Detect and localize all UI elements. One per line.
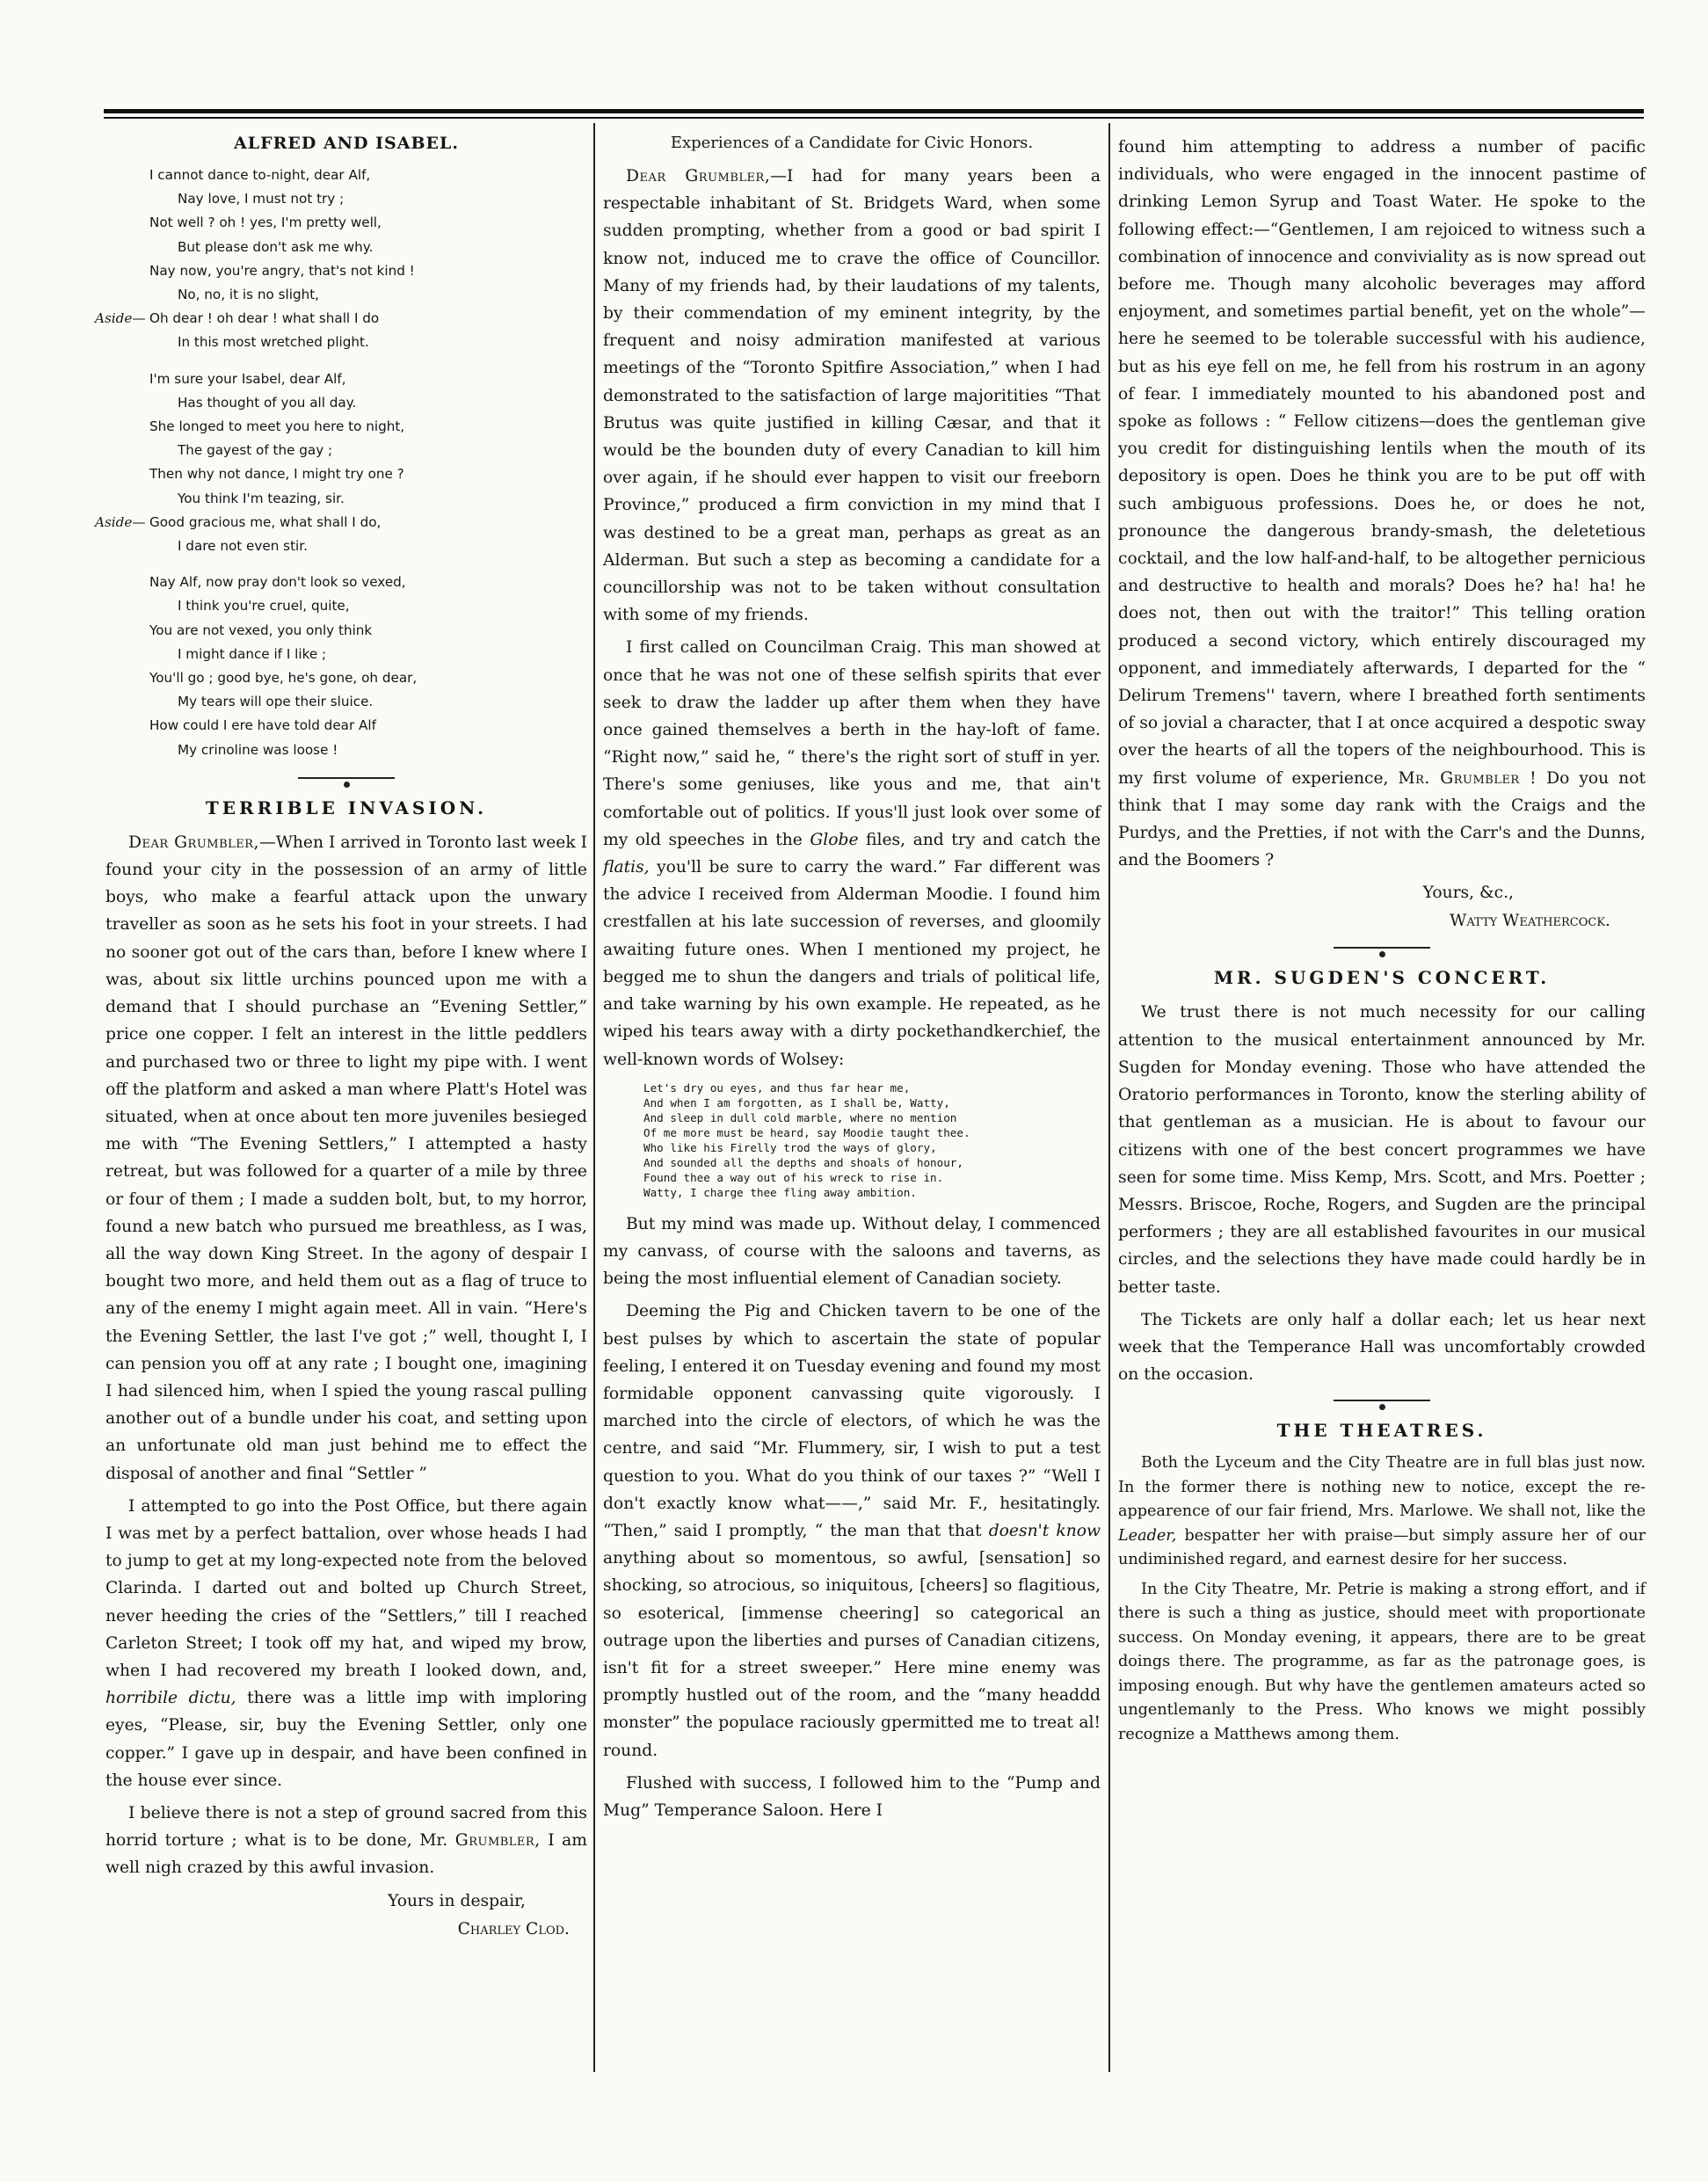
candidate-paragraph-1: Dear Grumbler,—I had for many years been a respectable inhabitant of St. Bridgets Ward, when some sudden prompting, whether from a good or bad spirit I know not, induced me to crave the office of Councillor. Many of my friends had, by their laudations of my talents, by their commendation of my eminent integrity, by the frequent and noisy admiration manifested at various meetings of the “Toronto Spitfire Association,” when I had demonstrated to the satisfaction of large majoritities “That Brutus was quite justified in killing Cæsar, and that it would be the bounden duty of every Canadian to kill him over again, if he should ever happen to visit our freeborn Province,” produced a firm conviction in my mind that I was destined to be a great man, perhaps as great as an Alderman. But such a step as becoming a candidate for a councillorship was not to be taken without consultation with some of my friends.	[603, 167, 1101, 625]
quote-line: Found thee a way out of his wreck to rise in.	[643, 1170, 944, 1184]
poem-line	[123, 367, 587, 391]
quote-line: And when I am forgotten, as I shall be, Watty,	[643, 1095, 950, 1109]
poem-line-text: She longed to meet you here to night,	[149, 418, 405, 435]
column-2	[603, 134, 1101, 2085]
poem-line	[123, 666, 587, 690]
section-divider	[1118, 944, 1646, 951]
salutation: Dear Grumbler,	[626, 167, 771, 185]
poem-line	[123, 594, 587, 618]
candidate-continued: found him attempting to address a number of pacific individuals, who were engaged in the innocent pastime of drinking Lemon Syrup and Toast Water. He spoke to the following effect:—“Gentlemen, I am rejoiced to witness such a combination of innocence and conviviality as is now spread out before me. Though many alcoholic beverages may afford enjoyment, and sometimes partial benefit, yet on the whole”—here he seemed to be tolerable successful with his audience, but as his eye fell on me, he fell from his rostrum in an agony of fear. I immediately mounted to his abandoned post and spoke as follows : “ Fellow citizens—does the gentleman give you credit for distinguishing lentils when the mouth of its depository is open. Does he think you are to be put off with such ambiguous professions. Does he, or does he not, pronounce the dangerous brandy-smash, the deletetious cocktail, and the low half-and-half, to be altogether pernicious and destructive to health and morals? Does he? ha! ha! he does not, then out with the traitor!” This telling oration produced a second victory, which entirely discouraged my opponent, and immediately afterwards, I departed for the “ Delirum Tremens'' tavern, where I breathed forth sentiments of so jovial a character, that I at once acquired a despotic sway over the hearts of all the topers of the neighbourhood. This is my first volume of experience, Mr. Grumbler ! Do you not think that I may some day rank with the Craigs and the Purdys, and the Pretties, if not with the Carr's and the Dunns, and the Boomers ?	[1118, 138, 1646, 870]
poem-line-text: Nay now, you're angry, that's not kind !	[149, 262, 415, 279]
theatres-body	[1118, 1451, 1646, 1747]
poem-line	[123, 462, 587, 486]
quote-line: Who like his Firelly trod the ways of glory,	[643, 1140, 937, 1154]
theatres-paragraph-2: In the City Theatre, Mr. Petrie is making a strong effort, and if there is such a thing as justice, should meet with proportionate success. On Monday evening, it appears, there are to be great doings there. The programme, as far as the patronage goes, is imposing enough. But why have the gentlemen amateurs acted so ungentlemanly to the Press. Who knows we might possibly recognize a Matthews among them.	[1118, 1580, 1646, 1743]
poem-stanza	[95, 164, 587, 355]
aside-label: Aside—	[95, 513, 146, 530]
poem-line	[123, 690, 587, 714]
column-rule-2	[1108, 123, 1110, 2072]
poem-line-text: How could I ere have told dear Alf	[149, 717, 376, 734]
concert-paragraph-2: The Tickets are only half a dollar each; let us hear next week that the Temperance Hall was uncomfortably crowded on the occasion.	[1118, 1310, 1646, 1385]
invasion-paragraph-1: Dear Grumbler,—When I arrived in Toronto last week I found your city in the possession of an army of little boys, who make a fearful attack upon the unwary traveller as soon as he sets his foot in your streets. I had no sooner got out of the cars than, before I knew where I was, about six little urchins pounced upon me with a demand that I should purchase an “Evening Settler,” price one copper. I felt an interest in the little peddlers and purchased two or three to light my pipe with. I went off the platform and asked a man where Platt's Hotel was situated, when at once about ten more juveniles besieged me with “The Evening Settlers,” I attempted a hasty retreat, but was followed for a quarter of a mile by three or four of them ; I made a sudden bolt, but, to my horror, found a new batch who pursued me breathless, as I was, all the way down King Street. In the agony of despair I bought two more, and held them out as a flag of truce to any of the enemy I might again meet. All in vain. “Here's the Evening Settler, the last I've got ;” well, thought I, I can pension you off at any rate ; I bought one, imagining I had silenced him, when I spied the young rascal pulling another out of a bundle under his coat, and setting upon an unfortunate old man just behind me to effect the disposal of another and final “Settler ”	[105, 833, 587, 1483]
candidate-paragraph-4: Deeming the Pig and Chicken tavern to be one of the best pulses by which to ascertain the state of popular feeling, I entered it on Tuesday evening and found my most formidable opponent canvassing quite vigorously. I marched into the circle of electors, of which he was the centre, and said “Mr. Flummery, sir, I wish to put a test question to you. What do you think of our taxes ?” “Well I don't exactly know what——,” said Mr. F., hesitatingly. “Then,” said I promptly, “ the man that that doesn't know anything about so momentous, so awful, [sensation] so shocking, so atrocious, so iniquitous, [cheers] so flagitious, so esoterical, [immense cheering] so categorical an outrage upon the liberties and purses of Canadian citizens, isn't fit for a street sweeper.” Here mine enemy was promptly hustled out of the room, and the “many headdd monster” the populace raciously gpermitted me to treat al! round.	[603, 1302, 1101, 1760]
poem-line-text: Oh dear ! oh dear ! what shall I do	[149, 310, 380, 327]
poem-line-text: Nay Alf, now pray don't look so vexed,	[149, 574, 406, 591]
poem-line-text: I'm sure your Isabel, dear Alf,	[149, 370, 346, 387]
poem-line	[123, 236, 587, 259]
poem-line	[123, 439, 587, 462]
top-rule	[104, 109, 1644, 113]
invasion-paragraph-3: I believe there is not a step of ground sacred from this horrid torture ; what is to be done, Mr. Grumbler, I am well nigh crazed by this awful invasion.	[105, 1803, 587, 1878]
candidate-paragraph-2: I first called on Councilman Craig. This man showed at once that he was not one of these selfish spirits that ever seek to draw the ladder up after them when they have once gained themselves a berth in the hay-loft of fame. “Right now,” said he, “ there's the right sort of stuff in yer. There's some geniuses, like yous and me, that ain't comfortable out of politics. If yous'll just look over some of my old speeches in the Globe files, and try and catch the flatis, you'll be sure to carry the ward.” Far different was the advice I received from Alderman Moodie. I found him crestfallen at his late succession of reverses, and gloomily awaiting future ones. When I mentioned my project, he begged me to shun the dangers and trials of political life, and take warning by his own example. He repeated, as he wiped his tears away with a dirty pockethandkerchief, the well-known words of Wolsey:	[603, 638, 1101, 1069]
poem-title: ALFRED AND ISABEL.	[233, 134, 460, 153]
poem-stanza	[95, 367, 587, 559]
poem-line	[123, 331, 587, 354]
quote-line: Of me more must be heard, say Moodie taught thee.	[643, 1125, 970, 1139]
column-rule-1	[593, 123, 595, 2072]
poem-line	[123, 714, 587, 738]
section-divider	[105, 775, 587, 782]
poem-line	[123, 283, 587, 307]
poem-line	[123, 535, 587, 558]
quote-line: And sounded all the depths and shoals of honour,	[643, 1155, 963, 1169]
poem-line	[123, 187, 587, 211]
candidate-paragraph-3: But my mind was made up. Without delay, I commenced my canvass, of course with the saloons and taverns, as being the most influential element of Canadian society.	[603, 1214, 1101, 1289]
candidate-signature: Watty Weathercock.	[1450, 912, 1610, 931]
column-1	[95, 134, 588, 2085]
poem-line-text: Then why not dance, I might try one ?	[149, 466, 404, 483]
poem-line	[123, 738, 587, 762]
top-rule-thin	[104, 117, 1644, 119]
theatres-paragraph-1: Both the Lyceum and the City Theatre are in full blas just now. In the former there is nothing new to notice, except the re-appearence of our fair friend, Mrs. Marlowe. We shall not, like the Leader, bespatter her with praise—but simply assure her of our undiminished regard, and earnest desire for her success.	[1118, 1454, 1646, 1569]
poem-line-text: But please don't ask me why.	[178, 238, 374, 255]
poem-line-text: The gayest of the gay ;	[178, 442, 333, 459]
quote-line: And sleep in dull cold marble, where no mention	[643, 1110, 957, 1124]
poem-line-text: I might dance if I like ;	[178, 645, 327, 662]
column-3	[1118, 134, 1646, 2085]
wolsey-quotation	[643, 1080, 1101, 1200]
poem-line-text: Good gracious me, what shall I do,	[149, 513, 382, 530]
aside-label: Aside—	[95, 310, 146, 327]
poem-line-text: No, no, it is no slight,	[178, 287, 319, 303]
candidate-title: Experiences of a Candidate for Civic Honors.	[670, 134, 1034, 152]
poem-alfred-and-isabel	[95, 164, 587, 762]
poem-line-text: I dare not even stir.	[178, 538, 308, 555]
concert-title: MR. SUGDEN'S CONCERT.	[1213, 967, 1551, 989]
candidate-closing: Yours, &c.,	[1422, 884, 1514, 903]
poem-line	[123, 487, 587, 511]
poem-stanza	[123, 571, 587, 762]
quote-line: Let's dry ou eyes, and thus far hear me,	[643, 1080, 911, 1095]
poem-line	[123, 164, 587, 187]
poem-line	[123, 619, 587, 643]
section-divider	[1118, 1397, 1646, 1404]
salutation: Dear Grumbler,	[128, 833, 259, 852]
poem-line-text: Not well ? oh ! yes, I'm pretty well,	[149, 215, 382, 231]
candidate-paragraph-5: Flushed with success, I followed him to the “Pump and Mug” Temperance Saloon. Here I	[603, 1773, 1101, 1820]
poem-line-text: I think you're cruel, quite,	[178, 598, 350, 615]
invasion-signature: Charley Clod.	[457, 1919, 570, 1938]
poem-line	[95, 511, 587, 535]
poem-line-text: You'll go ; good bye, he's gone, oh dear,	[149, 670, 418, 687]
poem-line-text: You think I'm teazing, sir.	[178, 490, 345, 506]
poem-line-text: I cannot dance to-night, dear Alf,	[149, 167, 371, 183]
poem-line	[95, 307, 587, 331]
poem-line-text: Nay love, I must not try ;	[178, 191, 345, 207]
poem-line	[123, 571, 587, 594]
theatres-title: THE THEATRES.	[1276, 1420, 1487, 1442]
poem-line	[123, 391, 587, 415]
poem-line	[123, 415, 587, 439]
poem-line-text: In this most wretched plight.	[178, 334, 369, 351]
poem-line-text: Has thought of you all day.	[178, 394, 357, 411]
poem-line-text: My crinoline was loose !	[178, 741, 338, 758]
poem-line	[123, 259, 587, 283]
poem-line-text: You are not vexed, you only think	[149, 622, 373, 638]
poem-line	[123, 643, 587, 666]
poem-line-text: My tears will ope their sluice.	[178, 694, 374, 710]
invasion-paragraph-2: I attempted to go into the Post Office, but there again I was met by a perfect battalion, over whose heads I had to jump to get at my long-expected note from the beloved Clarinda. I darted out and bolted up Church Street, never heeding the cries of the “Settlers,” till I reached Carleton Street; I took off my hat, and wiped my brow, when I had recovered my breath I looked down, and, horribile dictu, there was a little imp with imploring eyes, “Please, sir, buy the Evening Settler, only one copper.” I gave up in despair, and have been confined in the house ever since.	[105, 1496, 588, 1790]
quote-line: Watty, I charge thee fling away ambition.	[643, 1185, 917, 1199]
invasion-closing: Yours in despair,	[388, 1891, 526, 1910]
concert-paragraph-1: We trust there is not much necessity for our calling attention to the musical entertainment announced by Mr. Sugden for Monday evening. Those who have attended the Oratorio performances in Toronto, know the sterling ability of that gentleman as a musician. He is about to favour our citizens with one of the best concert programmes we have seen for some time. Miss Kemp, Mrs. Scott, and Mrs. Poetter ; Messrs. Briscoe, Roche, Rogers, and Sugden are the principal performers ; they are all established favourites in our musical circles, and the selections they have made could hardly be in better taste.	[1118, 1003, 1646, 1297]
invasion-title: TERRIBLE INVASION.	[205, 796, 488, 818]
poem-line	[123, 211, 587, 235]
